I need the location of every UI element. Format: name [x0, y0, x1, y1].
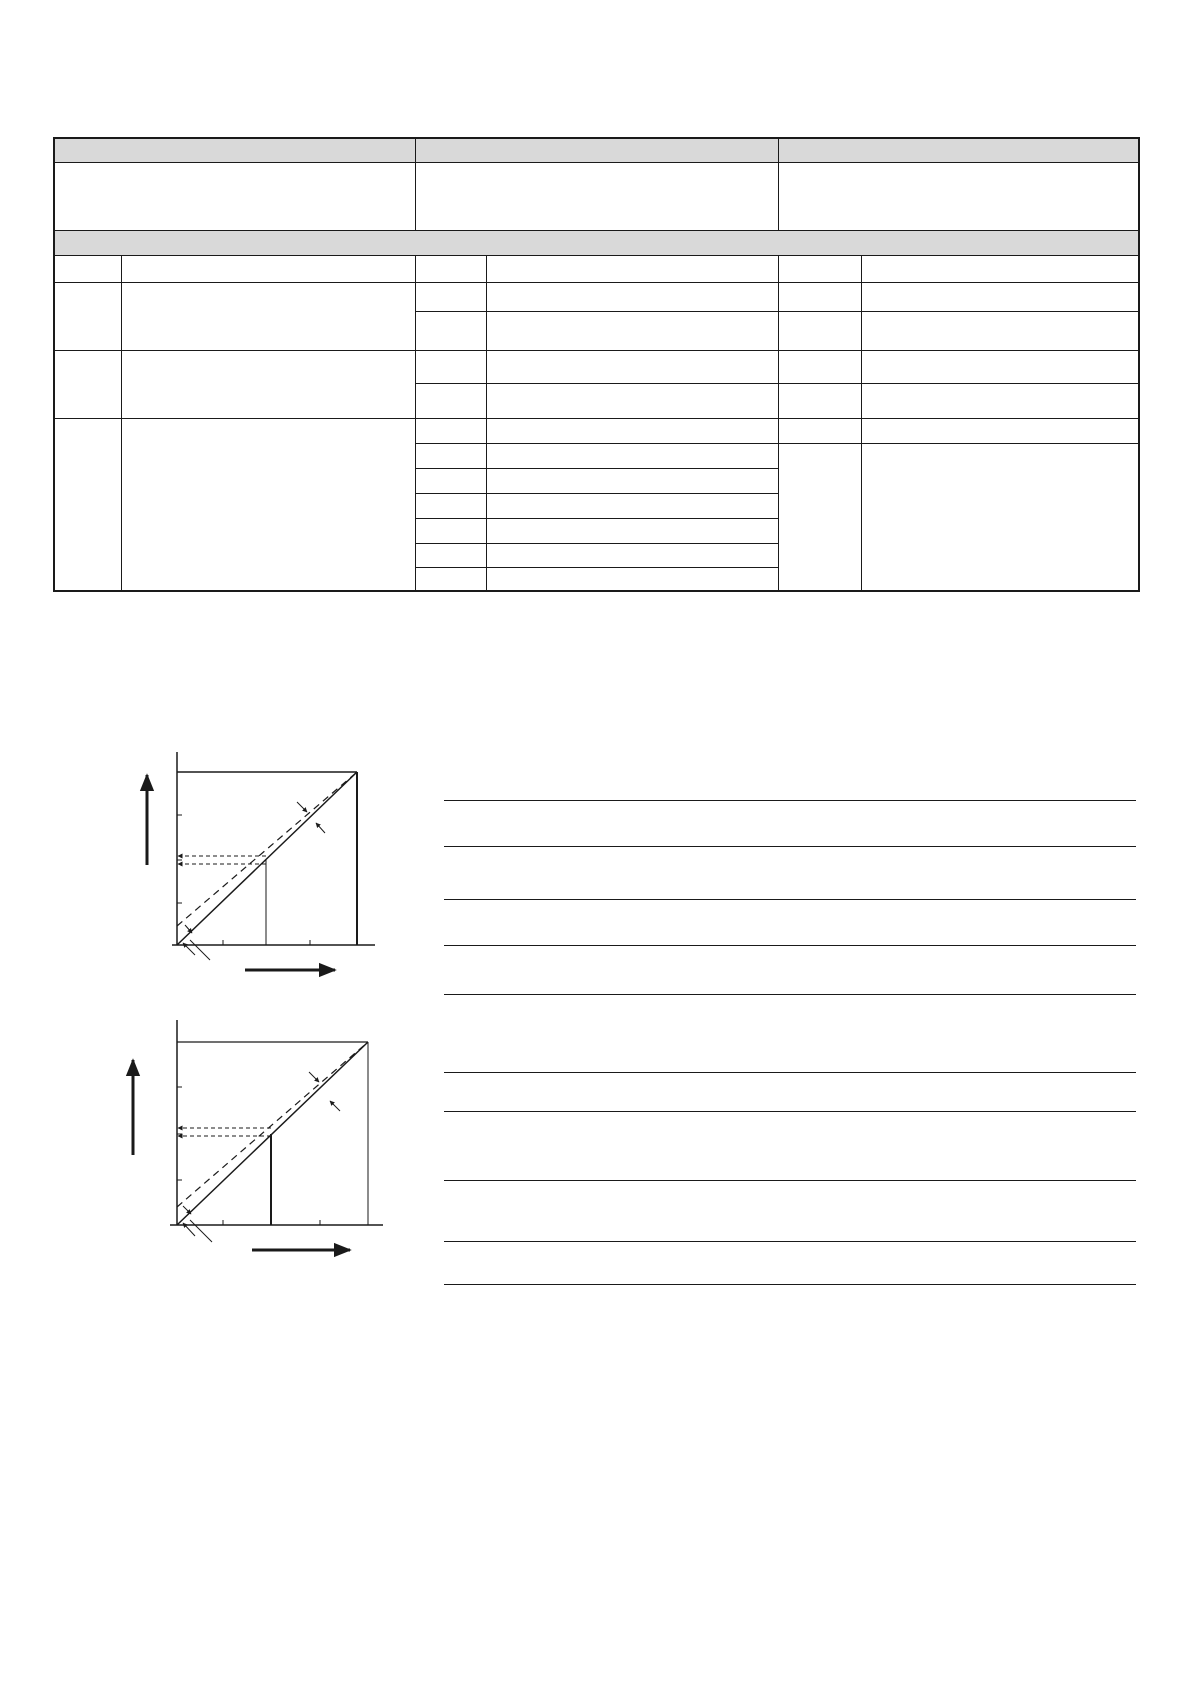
- table-cell-merged: [778, 443, 862, 592]
- table-cell: [415, 282, 487, 312]
- table-section-row: [54, 230, 1140, 256]
- description-line: [444, 1241, 1136, 1242]
- description-line: [444, 945, 1136, 946]
- table-header-cell: [415, 138, 779, 163]
- table-header-cell: [778, 138, 1140, 163]
- group-label: [54, 350, 122, 419]
- group-name: [121, 282, 416, 351]
- description-line: [444, 1180, 1136, 1181]
- column-label: [54, 255, 122, 283]
- table-cell: [415, 311, 487, 351]
- table-header-cell: [54, 138, 416, 163]
- table-cell: [415, 567, 487, 592]
- table-intro-cell: [54, 162, 416, 231]
- column-label: [486, 255, 779, 283]
- table-intro-cell: [778, 162, 1140, 231]
- table-cell: [486, 350, 779, 384]
- description-line: [444, 1111, 1136, 1112]
- table-cell: [415, 443, 487, 469]
- table-cell: [486, 543, 779, 568]
- group-label: [54, 282, 122, 351]
- table-cell: [778, 418, 862, 444]
- table-cell: [415, 350, 487, 384]
- table-cell: [486, 493, 779, 519]
- description-line: [444, 1284, 1136, 1285]
- offset-line: [177, 772, 357, 926]
- table-cell: [778, 383, 862, 419]
- table-cell: [486, 383, 779, 419]
- ideal-line: [177, 1042, 368, 1225]
- table-cell: [415, 383, 487, 419]
- table-cell: [486, 311, 779, 351]
- table-cell: [415, 518, 487, 544]
- description-line: [444, 899, 1136, 900]
- table-cell: [415, 468, 487, 494]
- characteristic-diagram-2: [115, 1010, 395, 1260]
- group-label: [54, 418, 122, 592]
- table-cell: [861, 282, 1140, 312]
- table-cell: [861, 418, 1140, 444]
- table-intro-cell: [415, 162, 779, 231]
- table-cell: [415, 543, 487, 568]
- description-line: [444, 800, 1136, 801]
- offset-line: [177, 1042, 368, 1207]
- group-name: [121, 350, 416, 419]
- table-cell: [486, 567, 779, 592]
- column-label: [415, 255, 487, 283]
- table-cell: [778, 350, 862, 384]
- table-cell: [861, 350, 1140, 384]
- table-cell-merged: [861, 443, 1140, 592]
- table-cell: [415, 418, 487, 444]
- ideal-line: [177, 772, 357, 945]
- description-line: [444, 846, 1136, 847]
- group-name: [121, 418, 416, 592]
- column-label: [121, 255, 416, 283]
- description-line: [444, 994, 1136, 995]
- table-cell: [486, 443, 779, 469]
- table-cell: [486, 282, 779, 312]
- table-cell: [861, 383, 1140, 419]
- description-line: [444, 1072, 1136, 1073]
- table-cell: [778, 311, 862, 351]
- table-cell: [486, 418, 779, 444]
- characteristic-diagram-1: [120, 740, 390, 980]
- table-cell: [778, 282, 862, 312]
- table-cell: [861, 311, 1140, 351]
- column-label: [861, 255, 1140, 283]
- table-cell: [486, 518, 779, 544]
- table-cell: [486, 468, 779, 494]
- column-label: [778, 255, 862, 283]
- table-cell: [415, 493, 487, 519]
